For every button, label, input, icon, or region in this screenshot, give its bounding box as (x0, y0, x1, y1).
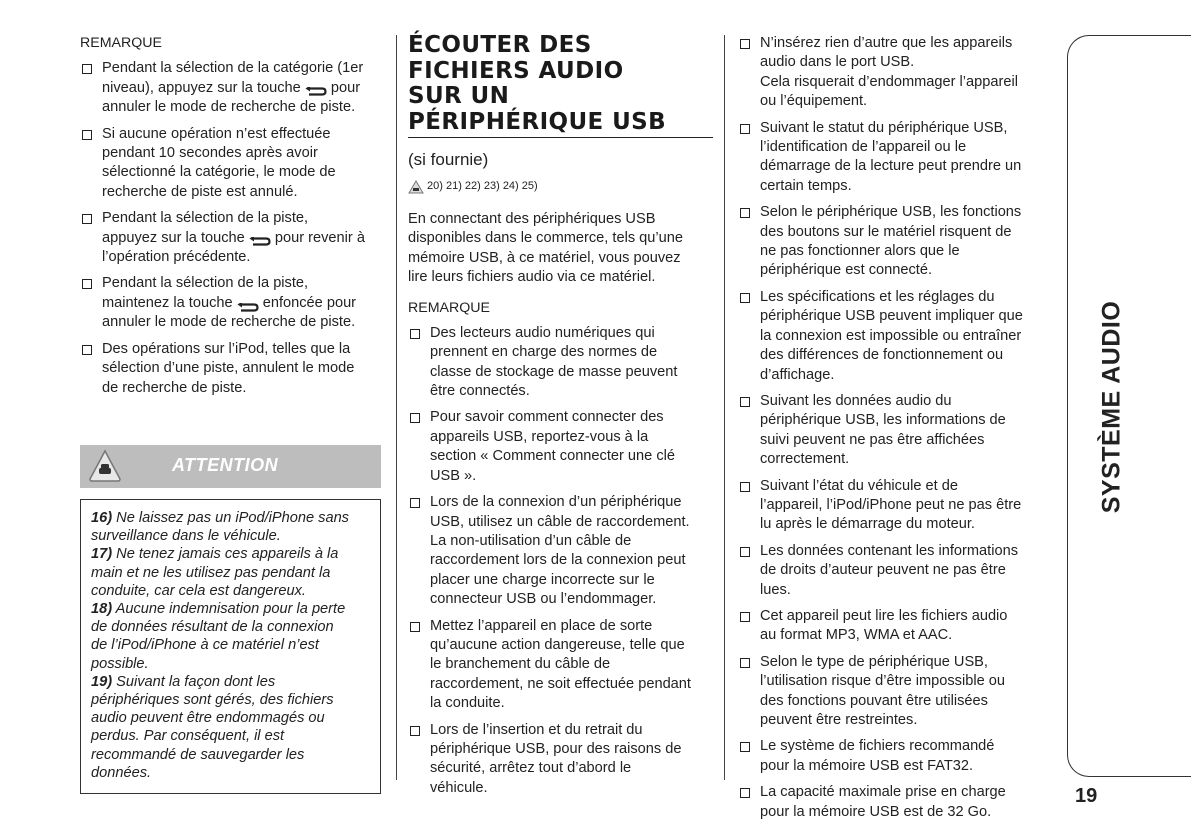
remark-label: REMARQUE (80, 35, 162, 51)
list-item (738, 119, 1043, 197)
list-item (738, 607, 1043, 646)
item-text: Des lecteurs audio numériques qui prennent en charge des normes de classe de stockage de masse peuvent être connectés. (430, 324, 678, 400)
list-item (738, 653, 1043, 731)
item-text: Suivant l’état du véhicule et de l’appareil, l’iPod/iPhone peut ne pas être lu après le démarrage du moteur. (760, 477, 1022, 533)
checkbox-bullet-icon (82, 279, 92, 289)
list-item (738, 203, 1043, 281)
checkbox-bullet-icon (740, 208, 750, 218)
item-text: Lors de l’insertion et du retrait du périphérique USB, pour des raisons de sécurité, arrêtez tout d’abord le véhicule. (430, 721, 682, 796)
list-item (738, 477, 1043, 535)
item-text: Pendant la sélection de la piste, maintenez la touche (102, 275, 309, 311)
list-item (408, 493, 713, 609)
checkbox-bullet-icon (740, 612, 750, 622)
item-text: Pendant la sélection de la piste, appuyez sur la touche (102, 210, 309, 246)
side-tab (1067, 35, 1191, 777)
item-text: Pendant la sélection de la catégorie (1er niveau), appuyez sur la touche (102, 60, 364, 96)
note-number: 19) (91, 673, 113, 690)
list-item (738, 392, 1043, 470)
checkbox-bullet-icon (740, 39, 750, 49)
checkbox-bullet-icon (740, 742, 750, 752)
list-item (408, 617, 713, 714)
column-left (80, 0, 385, 405)
list-item (80, 340, 385, 398)
checkbox-bullet-icon (82, 64, 92, 74)
list-item (80, 274, 385, 332)
checkbox-bullet-icon (410, 726, 420, 736)
item-text: Suivant le statut du périphérique USB, l’identification de l’appareil ou le démarrage de la lecture peut prendre un certain temps. (760, 119, 1022, 194)
note-text: Ne tenez jamais ces appareils à la main et ne les utilisez pas pendant la conduite, car cela est dangereux. (91, 546, 339, 599)
item-text: Pour savoir comment connecter des appareils USB, reportez-vous à la section « Comment connecter une clé USB ». (430, 409, 675, 484)
list-item (80, 125, 385, 203)
checkbox-bullet-icon (410, 329, 420, 339)
item-text: Des opérations sur l’iPod, telles que la sélection d’une piste, annulent le mode de recherche de piste. (102, 340, 355, 396)
item-text: Si aucune opération n’est effectuée pendant 10 secondes après avoir sélectionné la catégorie, le mode de recherche de piste est annulé. (102, 125, 336, 200)
item-text: Selon le type de périphérique USB, l’utilisation risque d’être impossible ou des fonctions pouvant être utilisées peuvent être restreintes. (760, 653, 1005, 728)
section-heading: ÉCOUTER DES FICHIERS AUDIO SUR UN PÉRIPHÉRIQUE USB (408, 33, 713, 138)
list-item (80, 59, 385, 117)
section-subtitle: (si fournie) (408, 150, 489, 169)
attention-title: ATTENTION (172, 455, 279, 475)
list-item (408, 721, 713, 799)
checkbox-bullet-icon (740, 124, 750, 134)
checkbox-bullet-icon (82, 130, 92, 140)
note-number: 17) (91, 546, 113, 563)
note-text: Ne laissez pas un iPod/iPhone sans surveillance dans le véhicule. (91, 510, 349, 545)
intro-paragraph: En connectant des périphériques USB disponibles dans le commerce, tels qu’une mémoire USB, à ce matériel, vous pouvez lire leurs fichiers audio via ce matériel. (408, 210, 684, 286)
checkbox-bullet-icon (410, 498, 420, 508)
attention-header (80, 445, 381, 488)
remark-list (738, 34, 1043, 822)
return-icon (249, 233, 271, 242)
checkbox-bullet-icon (82, 214, 92, 224)
side-tab-label: SYSTÈME AUDIO (1097, 300, 1126, 514)
list-item (738, 34, 1043, 112)
list-item (738, 737, 1043, 776)
note-number: 16) (91, 510, 113, 526)
checkbox-bullet-icon (740, 658, 750, 668)
checkbox-bullet-icon (410, 622, 420, 632)
warning-references (408, 177, 713, 196)
item-text: Les données contenant les informations de droits d’auteur peuvent ne pas être lues. (760, 542, 1018, 598)
item-text: enfoncée pour annuler le mode de recherche de piste. (102, 294, 357, 331)
checkbox-bullet-icon (740, 788, 750, 798)
remark-label: REMARQUE (408, 300, 490, 317)
car-warning-icon (88, 449, 122, 483)
checkbox-bullet-icon (740, 547, 750, 557)
list-item (738, 542, 1043, 600)
column-right (738, 0, 1043, 829)
note-text: Suivant la façon dont les périphériques sont gérés, des fichiers audio peuvent être endommagés ou perdus. Par conséquent, il est recommandé de sauvegarder les données. (91, 673, 334, 781)
item-text: Le système de fichiers recommandé pour la mémoire USB est FAT32. (760, 738, 995, 774)
attention-box (80, 499, 381, 794)
column-divider (724, 35, 725, 780)
checkbox-bullet-icon (740, 293, 750, 303)
item-text: pour revenir à l’opération précédente. (102, 229, 365, 266)
note-number: 18) (91, 601, 113, 618)
item-text: Lors de la connexion d’un périphérique USB, utilisez un câble de raccordement. La non-utilisation d’un câble de raccordement lors de la connexion peut placer une charge incorrecte sur le connecteur USB ou l’endommager. (430, 494, 690, 608)
list-item (738, 288, 1043, 385)
column-divider (396, 35, 397, 780)
remark-list (80, 59, 385, 398)
list-item (738, 783, 1043, 822)
column-middle (408, 0, 713, 805)
item-text: Suivant les données audio du périphérique USB, les informations de suivi peuvent ne pas être affichées correctement. (760, 392, 1006, 468)
checkbox-bullet-icon (740, 397, 750, 407)
list-item (408, 324, 713, 402)
item-text: La capacité maximale prise en charge pour la mémoire USB est de 32 Go. (760, 784, 1006, 820)
checkbox-bullet-icon (740, 482, 750, 492)
item-text: Selon le périphérique USB, les fonctions des boutons sur le matériel risquent de ne pas fonctionner alors que le périphérique est connecté. (760, 204, 1022, 279)
list-item (408, 408, 713, 486)
car-warning-icon (408, 180, 424, 194)
item-text: pour annuler le mode de recherche de piste. (102, 79, 361, 116)
item-text: Mettez l’appareil en place de sorte qu’aucune action dangereuse, telle que le branchement du câble de raccordement, ne soit effectuée pendant la conduite. (430, 617, 691, 712)
note-text: Aucune indemnisation pour la perte de données résultant de la connexion de l’iPod/iPhone à ce matériel n’est possible. (91, 601, 346, 672)
page-number: 19 (1075, 785, 1098, 807)
reference-numbers: 20) 21) 22) 23) 24) 25) (427, 180, 538, 193)
checkbox-bullet-icon (82, 345, 92, 355)
item-text: Cet appareil peut lire les fichiers audio au format MP3, WMA et AAC. (760, 607, 1008, 644)
list-item (80, 209, 385, 267)
return-icon (305, 83, 327, 92)
remark-list (408, 324, 713, 798)
return-icon (237, 299, 259, 308)
item-text: N’insérez rien d’autre que les appareils audio dans le port USB. Cela risquerait d’endommager l’appareil ou l’équipement. (760, 35, 1018, 110)
item-text: Les spécifications et les réglages du périphérique USB peuvent impliquer que la connexion est impossible ou entraîner des différences de fonctionnement ou d’affichage. (760, 288, 1023, 383)
checkbox-bullet-icon (410, 413, 420, 423)
